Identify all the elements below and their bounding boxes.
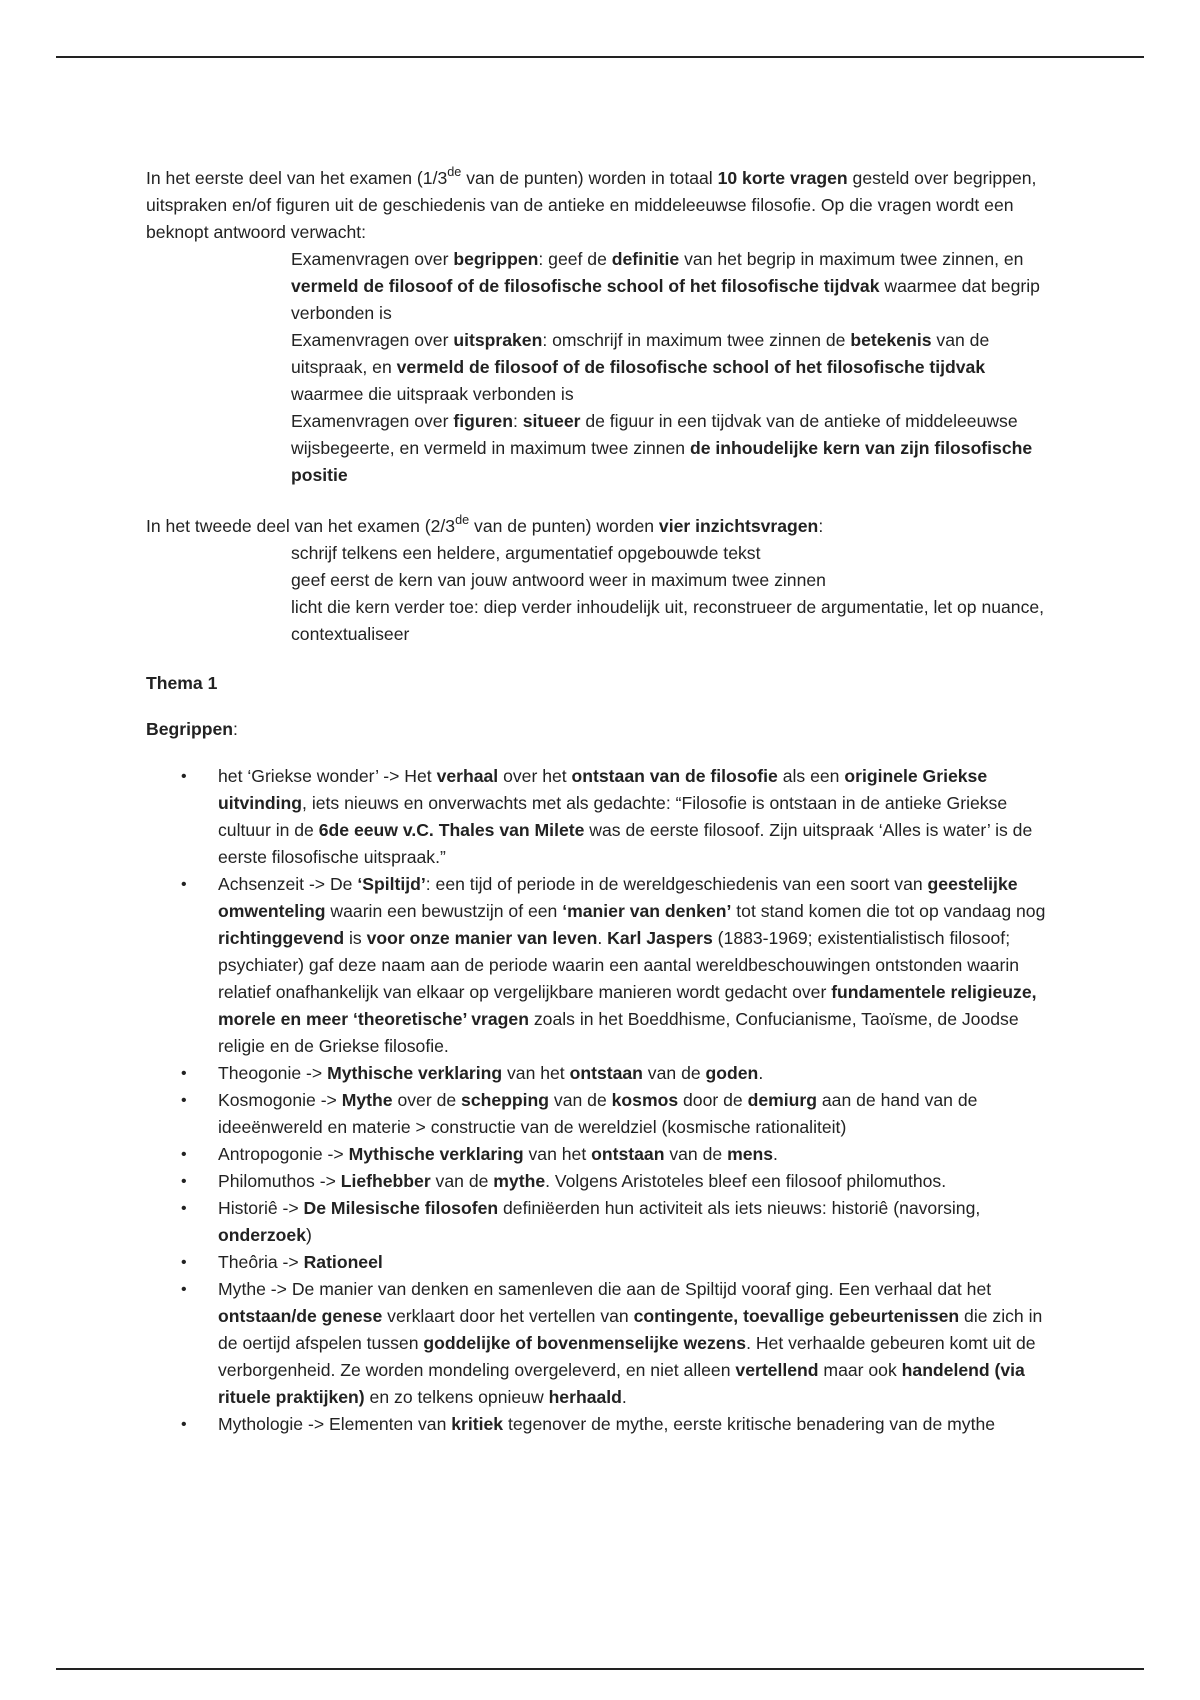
- footer-rule: [56, 1668, 1144, 1670]
- term-mythologie: • Mythologie -> Elementen van kritiek tegenover de mythe, eerste kritische benadering van de mythe: [218, 1411, 1056, 1438]
- term-mythe: • Mythe -> De manier van denken en samenleven die aan de Spiltijd vooraf ging. Een verhaal dat het ontstaan/de genese verklaart door het vertellen van contingente, toevallige gebeurtenissen die zich in de oertijd afspelen tussen goddelijke of bovenmenselijke wezens. Het verhaalde gebeuren komt uit de verborgenheid. Ze worden mondeling overgeleverd, en niet alleen vertellend maar ook handelend (via rituele praktijken) en zo telkens opnieuw herhaald.: [218, 1276, 1056, 1411]
- bullet-icon: •: [181, 1146, 187, 1163]
- term-theoria: • Theôria -> Rationeel: [218, 1249, 1056, 1276]
- term-kosmogonie: • Kosmogonie -> Mythe over de schepping van de kosmos door de demiurg aan de hand van de ideeënwereld en materie > constructie van de wereldziel (kosmische rationaliteit): [218, 1087, 1056, 1141]
- terms-list: [146, 763, 1056, 1438]
- bullet-icon: •: [181, 1200, 187, 1217]
- list-item: Examenvragen over figuren: situeer de figuur in een tijdvak van de antieke of middeleeuwse wijsbegeerte, en vermeld in maximum twee zinnen de inhoudelijke kern van zijn filosofische positie: [291, 411, 1033, 485]
- section-heading: Thema 1: [146, 673, 218, 693]
- term-philomuthos: • Philomuthos -> Liefhebber van de mythe. Volgens Aristoteles bleef een filosoof philomuthos.: [218, 1168, 1056, 1195]
- bullet-icon: •: [181, 876, 187, 893]
- list-item: Examenvragen over uitspraken: omschrijf in maximum twee zinnen de betekenis van de uitspraak, en vermeld de filosoof of de filosofische school of het filosofische tijdvak waarmee die uitspraak verbonden is: [291, 330, 990, 404]
- list-item: Examenvragen over begrippen: geef de definitie van het begrip in maximum twee zinnen, en vermeld de filosoof of de filosofische school of het filosofische tijdvak waarmee dat begrip verbonden is: [291, 249, 1040, 323]
- bullet-icon: •: [181, 1173, 187, 1190]
- exam-rules-part-2: [146, 540, 1056, 648]
- bullet-icon: •: [181, 1065, 187, 1082]
- list-item: schrijf telkens een heldere, argumentatief opgebouwde tekst: [291, 543, 761, 563]
- intro-paragraph-2: In het tweede deel van het examen (2/3de van de punten) worden vier inzichtsvragen:: [146, 512, 824, 536]
- document-body: [146, 165, 1056, 1438]
- intro-paragraph-1: In het eerste deel van het examen (1/3de van de punten) worden in totaal 10 korte vragen gesteld over begrippen, uitspraken en/of figuren uit de geschiedenis van de antieke en middeleeuwse filosofie. Op die vragen wordt een beknopt antwoord verwacht:: [146, 164, 1037, 242]
- bullet-icon: •: [181, 1254, 187, 1271]
- term-achsenzeit: • Achsenzeit -> De ‘Spiltijd’: een tijd of periode in de wereldgeschiedenis van een soort van geestelijke omwenteling waarin een bewustzijn of een ‘manier van denken’ tot stand komen die tot op vandaag nog richtinggevend is voor onze manier van leven. Karl Jaspers (1883-1969; existentialistisch filosoof; psychiater) gaf deze naam aan de periode waarin een aantal wereldbeschouwingen ontstonden waarin relatief onafhankelijk van elkaar op vergelijkbare manieren wordt gedacht over fundamentele religieuze, morele en meer ‘theoretische’ vragen zoals in het Boeddhisme, Confucianisme, Taoïsme, de Joodse religie en de Griekse filosofie.: [218, 871, 1056, 1060]
- bullet-icon: •: [181, 1416, 187, 1433]
- list-item: licht die kern verder toe: diep verder inhoudelijk uit, reconstrueer de argumentatie, let op nuance, contextualiseer: [291, 597, 1045, 644]
- term-theogonie: • Theogonie -> Mythische verklaring van het ontstaan van de goden.: [218, 1060, 1056, 1087]
- bullet-icon: •: [181, 1281, 187, 1298]
- bullet-icon: •: [181, 768, 187, 785]
- subsection-heading: Begrippen:: [146, 719, 238, 739]
- list-item: geef eerst de kern van jouw antwoord weer in maximum twee zinnen: [291, 570, 826, 590]
- term-griekse-wonder: • het ‘Griekse wonder’ -> Het verhaal over het ontstaan van de filosofie als een originele Griekse uitvinding, iets nieuws en onverwachts met als gedachte: “Filosofie is ontstaan in de antieke Griekse cultuur in de 6de eeuw v.C. Thales van Milete was de eerste filosoof. Zijn uitspraak ‘Alles is water’ is de eerste filosofische uitspraak.”: [218, 763, 1056, 871]
- term-historie: • Historiê -> De Milesische filosofen definiëerden hun activiteit als iets nieuws: historiê (navorsing, onderzoek): [218, 1195, 1056, 1249]
- bullet-icon: •: [181, 1092, 187, 1109]
- exam-rules-part-1: [146, 246, 1056, 489]
- header-rule: [56, 56, 1144, 58]
- term-antropogonie: • Antropogonie -> Mythische verklaring van het ontstaan van de mens.: [218, 1141, 1056, 1168]
